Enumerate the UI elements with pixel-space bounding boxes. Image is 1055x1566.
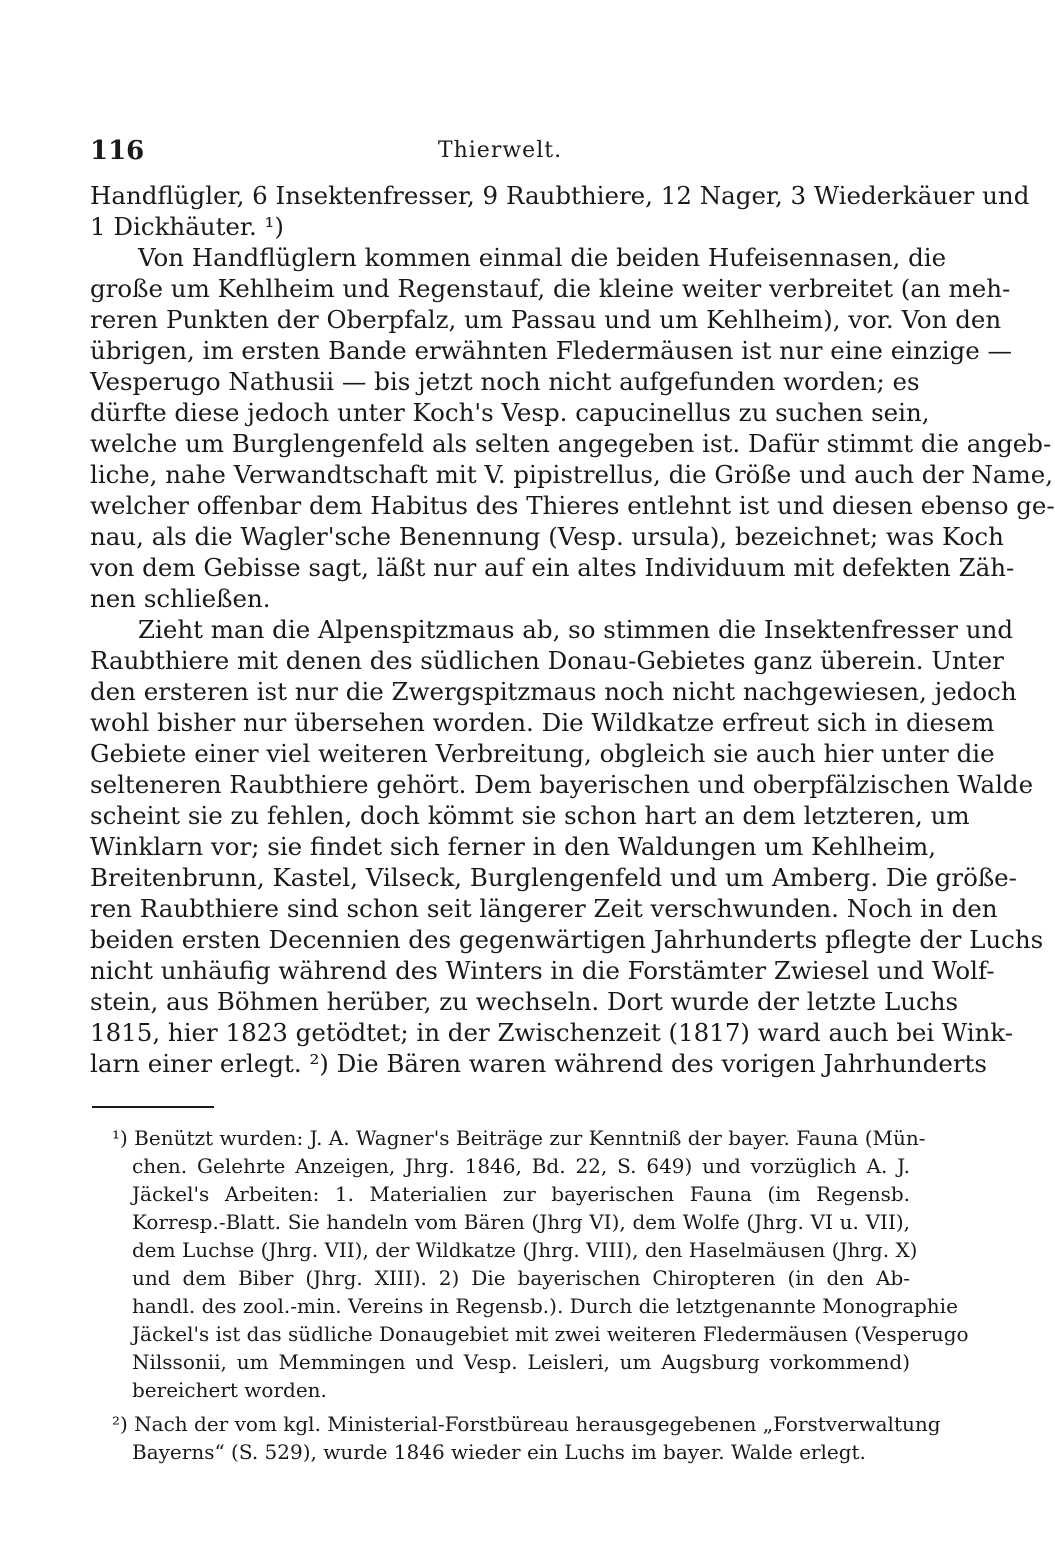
- footnote-line: Jäckel's Arbeiten: 1. Materialien zur bayerischen Fauna (im Regensb.: [132, 1182, 910, 1206]
- footnote-line: handl. des zool.-min. Vereins in Regensb.). Durch die letztgenannte Monographie: [132, 1294, 958, 1318]
- running-title: Thierwelt.: [437, 138, 563, 163]
- footnote-line: ²) Nach der vom kgl. Ministerial-Forstbüreau herausgegebenen „Forstverwaltung: [112, 1412, 941, 1436]
- text-line: nau, als die Wagler'sche Benennung (Vesp. ursula), bezeichnet; was Koch: [90, 522, 1004, 551]
- footnote-line: chen. Gelehrte Anzeigen, Jhrg. 1846, Bd. 22, S. 649) und vorzüglich A. J.: [132, 1154, 910, 1178]
- text-line: beiden ersten Decennien des gegenwärtigen Jahrhunderts pflegte der Luchs: [90, 925, 1044, 954]
- text-line: von dem Gebisse sagt, läßt nur auf ein altes Individuum mit defekten Zäh-: [90, 553, 1015, 582]
- text-line: Gebiete einer viel weiteren Verbreitung, obgleich sie auch hier unter die: [90, 739, 995, 768]
- text-line: 1815, hier 1823 getödtet; in der Zwischenzeit (1817) ward auch bei Wink-: [90, 1018, 1014, 1047]
- footnote-line: ¹) Benützt wurden: J. A. Wagner's Beiträge zur Kenntniß der bayer. Fauna (Mün-: [112, 1126, 926, 1150]
- footnote-line: dem Luchse (Jhrg. VII), der Wildkatze (Jhrg. VIII), den Haselmäusen (Jhrg. X): [132, 1238, 918, 1262]
- text-line: Zieht man die Alpenspitzmaus ab, so stimmen die Insektenfresser und: [138, 615, 1014, 644]
- text-line: große um Kehlheim und Regenstauf, die kleine weiter verbreitet (an meh-: [90, 274, 1011, 303]
- text-line: welche um Burglengenfeld als selten angegeben ist. Dafür stimmt die angeb-: [90, 429, 1052, 458]
- text-line: 1 Dickhäuter. ¹): [90, 212, 284, 241]
- footnote-line: Jäckel's ist das südliche Donaugebiet mit zwei weiteren Fledermäusen (Vesperugo: [132, 1322, 969, 1346]
- text-line: stein, aus Böhmen herüber, zu wechseln. Dort wurde der letzte Luchs: [90, 987, 959, 1016]
- footnote-line: Bayerns“ (S. 529), wurde 1846 wieder ein Luchs im bayer. Walde erlegt.: [132, 1440, 866, 1464]
- text-line: wohl bisher nur übersehen worden. Die Wildkatze erfreut sich in diesem: [90, 708, 995, 737]
- text-line: Vesperugo Nathusii — bis jetzt noch nicht aufgefunden worden; es: [90, 367, 920, 396]
- text-line: Winklarn vor; sie findet sich ferner in den Waldungen um Kehlheim,: [90, 832, 936, 861]
- text-line: Handflügler, 6 Insektenfresser, 9 Raubthiere, 12 Nager, 3 Wiederkäuer und: [90, 181, 1030, 210]
- footnote-line: Nilssonii, um Memmingen und Vesp. Leisleri, um Augsburg vorkommend): [132, 1350, 910, 1374]
- page-header: [90, 136, 910, 176]
- text-line: übrigen, im ersten Bande erwähnten Fledermäusen ist nur eine einzige —: [90, 336, 1013, 365]
- text-line: nen schließen.: [90, 584, 271, 613]
- text-line: ren Raubthiere sind schon seit längerer Zeit verschwunden. Noch in den: [90, 894, 998, 923]
- footnote-2: [112, 1410, 941, 1466]
- text-line: Raubthiere mit denen des südlichen Donau-Gebietes ganz überein. Unter: [90, 646, 1004, 675]
- footnote-line: bereichert worden.: [132, 1378, 327, 1402]
- text-line: welcher offenbar dem Habitus des Thieres entlehnt ist und diesen ebenso ge-: [90, 491, 1055, 520]
- footnote-line: Korresp.-Blatt. Sie handeln vom Bären (Jhrg VI), dem Wolfe (Jhrg. VI u. VII),: [132, 1210, 910, 1234]
- footnotes: [112, 1124, 969, 1466]
- text-line: scheint sie zu fehlen, doch kömmt sie schon hart an dem letzteren, um: [90, 801, 970, 830]
- text-line: larn einer erlegt. ²) Die Bären waren während des vorigen Jahrhunderts: [90, 1049, 987, 1078]
- text-line: nicht unhäufig während des Winters in die Forstämter Zwiesel und Wolf-: [90, 956, 995, 985]
- footnote-line: und dem Biber (Jhrg. XIII). 2) Die bayerischen Chiropteren (in den Ab-: [132, 1266, 910, 1290]
- footnote-divider: [92, 1106, 214, 1108]
- text-line: selteneren Raubthiere gehört. Dem bayerischen und oberpfälzischen Walde: [90, 770, 1034, 799]
- page-number: 116: [90, 136, 145, 166]
- text-line: Von Handflüglern kommen einmal die beiden Hufeisennasen, die: [138, 243, 947, 272]
- text-line: liche, nahe Verwandtschaft mit V. pipistrellus, die Größe und auch der Name,: [90, 460, 1054, 489]
- text-line: reren Punkten der Oberpfalz, um Passau und um Kehlheim), vor. Von den: [90, 305, 1002, 334]
- footnote-1: [112, 1124, 969, 1404]
- text-line: dürfte diese jedoch unter Koch's Vesp. capucinellus zu suchen sein,: [90, 398, 930, 427]
- text-line: den ersteren ist nur die Zwergspitzmaus noch nicht nachgewiesen, jedoch: [90, 677, 1017, 706]
- text-line: Breitenbrunn, Kastel, Vilseck, Burglengenfeld und um Amberg. Die größe-: [90, 863, 1017, 892]
- main-text: [90, 180, 1055, 1079]
